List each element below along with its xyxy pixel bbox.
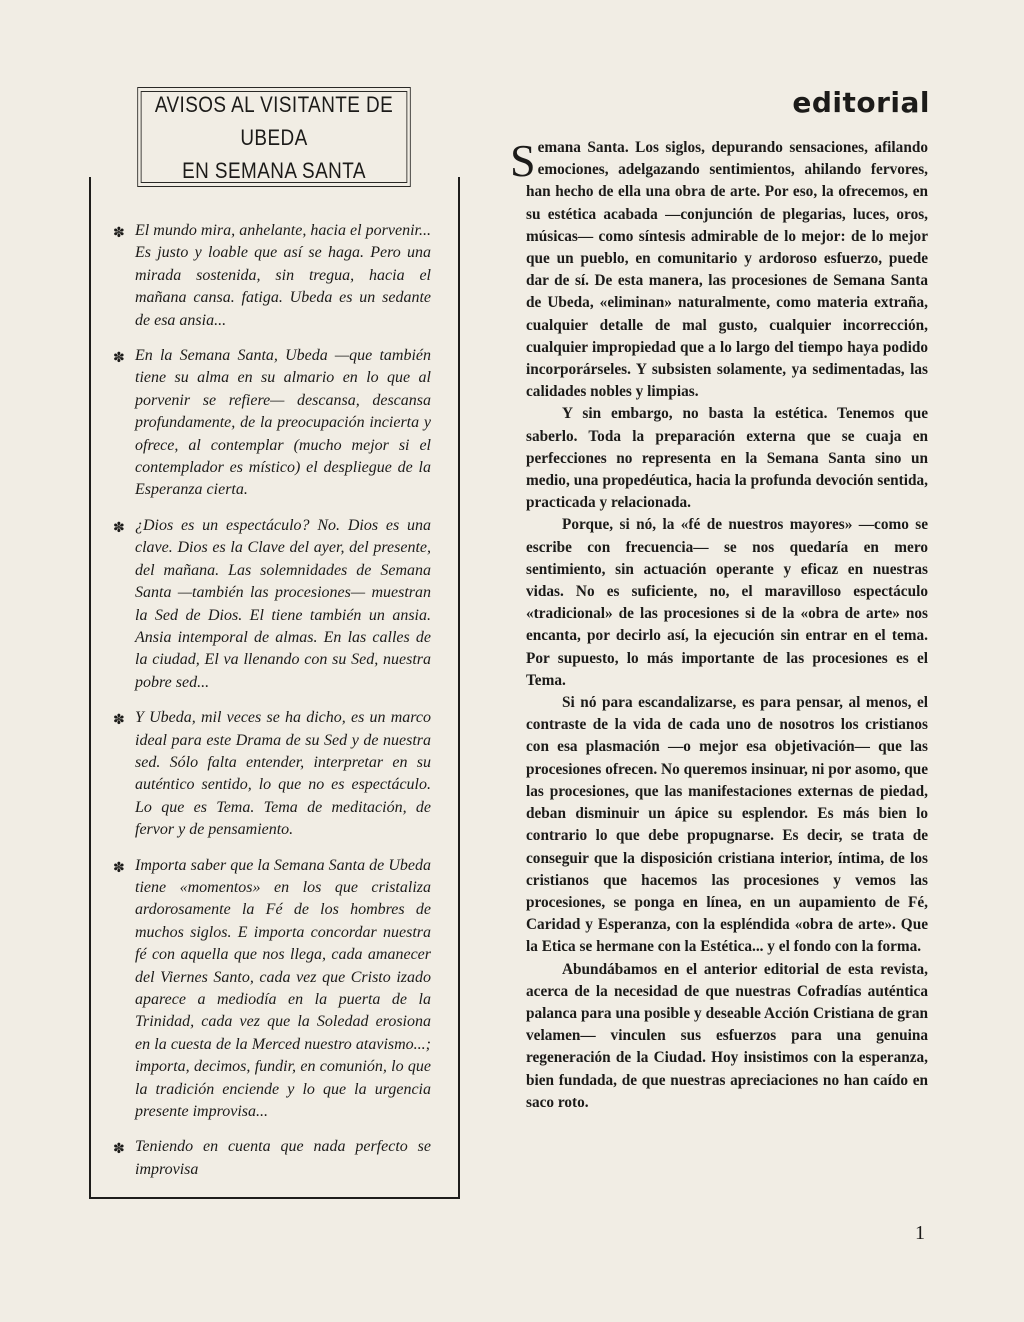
editorial-body bbox=[510, 135, 928, 1114]
flower-bullet-icon: ✽ bbox=[113, 859, 125, 876]
notice-item bbox=[113, 1136, 431, 1181]
notice-title-line2: EN SEMANA SANTA bbox=[182, 157, 366, 183]
notice-item bbox=[113, 220, 431, 332]
notice-title-line1: AVISOS AL VISITANTE DE UBEDA bbox=[154, 91, 394, 150]
editorial-heading: editorial bbox=[792, 86, 930, 119]
editorial-paragraph-text: emana Santa. Los siglos, depurando sensaciones, afilando emociones, adelgazando sentimientos, ahilando fervores, han hecho de ella una obra de arte. Por eso, la ofrecemos, en su estética acabada —conjunción de plegarias, luces, oros, músicas— como síntesis admirable de lo mejor: de lo mejor que un pueblo, en comunitario y ardoroso esfuerzo, puede dar de sí. De esta manera, las procesiones de Semana Santa de Ubeda, «eliminan» naturalmente, como materia extraña, cualquier detalle de mal gusto, cualquier incorrección, cualquier impropiedad que a lo largo del tiempo haya podido incorporárseles. Y subsisten solamente, ya sedimentadas, las calidades nobles y limpias. bbox=[526, 139, 928, 401]
notice-text: El mundo mira, anhelante, hacia el porvenir... Es justo y loable que así se haga. Pero una mirada sostenida, sin tregua, hacia el mañana cansa. fatiga. Ubeda es un sedante de esa ansia... bbox=[135, 222, 431, 329]
notice-text: En la Semana Santa, Ubeda —que también tiene su alma en su almario en lo que al porvenir se refiere— descansa, descansa profundamente, de la preocupación incierta y ofrece, al contemplar (mucho mejor si el contemplador es místico) el despliegue de la Esperanza cierta. bbox=[135, 347, 431, 499]
notice-item bbox=[113, 707, 431, 841]
notice-list bbox=[113, 220, 431, 1194]
flower-bullet-icon: ✽ bbox=[113, 712, 125, 729]
editorial-paragraph: Abundábamos en el anterior editorial de esta revista, acerca de la necesidad de que nuestras Cofradías auténtica palanca para una posible y deseable Acción Cristiana de gran velamen— vinculen sus esfuerzos para una genuina regeneración de la Ciudad. Hoy insistimos con la esperanza, bien fundada, de que nuestras apreciaciones no han caído en saco roto. bbox=[526, 960, 928, 1111]
notice-item bbox=[113, 855, 431, 1124]
notice-title-box bbox=[141, 91, 408, 183]
flower-bullet-icon: ✽ bbox=[113, 350, 125, 367]
editorial-paragraph: Y sin embargo, no basta la estética. Tenemos que saberlo. Toda la preparación externa que se cuaja en perfecciones no representa en la Semana Santa sino un medio, una propedéutica, hacia la profunda devoción sentida, practicada y relacionada. bbox=[526, 405, 928, 512]
notice-text: ¿Dios es un espectáculo? No. Dios es una clave. Dios es la Clave del ayer, del presente, del mañana. Las solemnidades de Semana Santa —también las procesiones— muestran la Sed de Dios. El tiene también un ansia. Ansia intemporal de almas. En las calles de la ciudad, El va llenando con su Sed, nuestra pobre sed... bbox=[135, 516, 431, 691]
page-number: 1 bbox=[915, 1222, 925, 1244]
flower-bullet-icon: ✽ bbox=[113, 1141, 125, 1158]
editorial-paragraph bbox=[510, 135, 928, 403]
flower-bullet-icon: ✽ bbox=[113, 519, 125, 536]
notice-text: Teniendo en cuenta que nada perfecto se improvisa bbox=[135, 1138, 431, 1178]
flower-bullet-icon: ✽ bbox=[113, 225, 125, 241]
notice-text: Importa saber que la Semana Santa de Ubeda tiene «momentos» en los que cristaliza ardorosamente la Fé de los hombres de muchos siglos. E importa concordar nuestra fé con aquella que nos llega, cada amanecer del Viernes Santo, cada vez que Cristo izado aparece a mediodía en la puerta de la Trinidad, cada vez que la Soledad erosiona en la cuesta de la Merced nuestro atavismo...; importa, decimos, fundir, en comunión, lo que la tradición enciende y lo que la urgencia presente improvisa... bbox=[135, 856, 431, 1121]
editorial-paragraph: Porque, si nó, la «fé de nuestros mayores» —como se escribe con frecuencia— se nos quedaría en mero sentimiento, sin actuación operante y eficaz en nuestras vidas. No es suficiente, no, el maravilloso espectáculo «tradicional» de las procesiones si de la «obra de arte» nos encanta, por decirlo así, la ejecución sin entrar en el tema. Por supuesto, lo más importante de las procesiones es el Tema. bbox=[526, 516, 928, 689]
editorial-paragraph: Si nó para escandalizarse, es para pensar, al menos, el contraste de la vida de cada uno de nosotros los cristianos con esa plasmación —o mejor esa objetivación— que las procesiones ofrecen. No queremos insinuar, ni por asomo, que las procesiones, que las manifestaciones externas de piedad, deban disminuir un ápice su esplendor. Es más bien lo contrario lo que debe propugnarse. Es decir, se trata de conseguir que la disposición cristiana interior, íntima, de los cristianos que hacemos las procesiones y vemos las procesiones, se ponga en línea, en un aupamiento de Fé, Caridad y Esperanza, con la espléndida «obra de arte». Que la Etica se hermane con la Estética... y el fondo con la forma. bbox=[526, 694, 928, 956]
notice-item bbox=[113, 515, 431, 694]
notice-text: Y Ubeda, mil veces se ha dicho, es un marco ideal para este Drama de su Sed y de nuestra sed. Sólo falta entender, interpretar en su auténtico sentido, lo que no es espectáculo. Lo que es Tema. Tema de meditación, de fervor y de pensamiento. bbox=[135, 709, 431, 839]
notice-item bbox=[113, 345, 431, 502]
drop-cap: S bbox=[510, 135, 536, 186]
